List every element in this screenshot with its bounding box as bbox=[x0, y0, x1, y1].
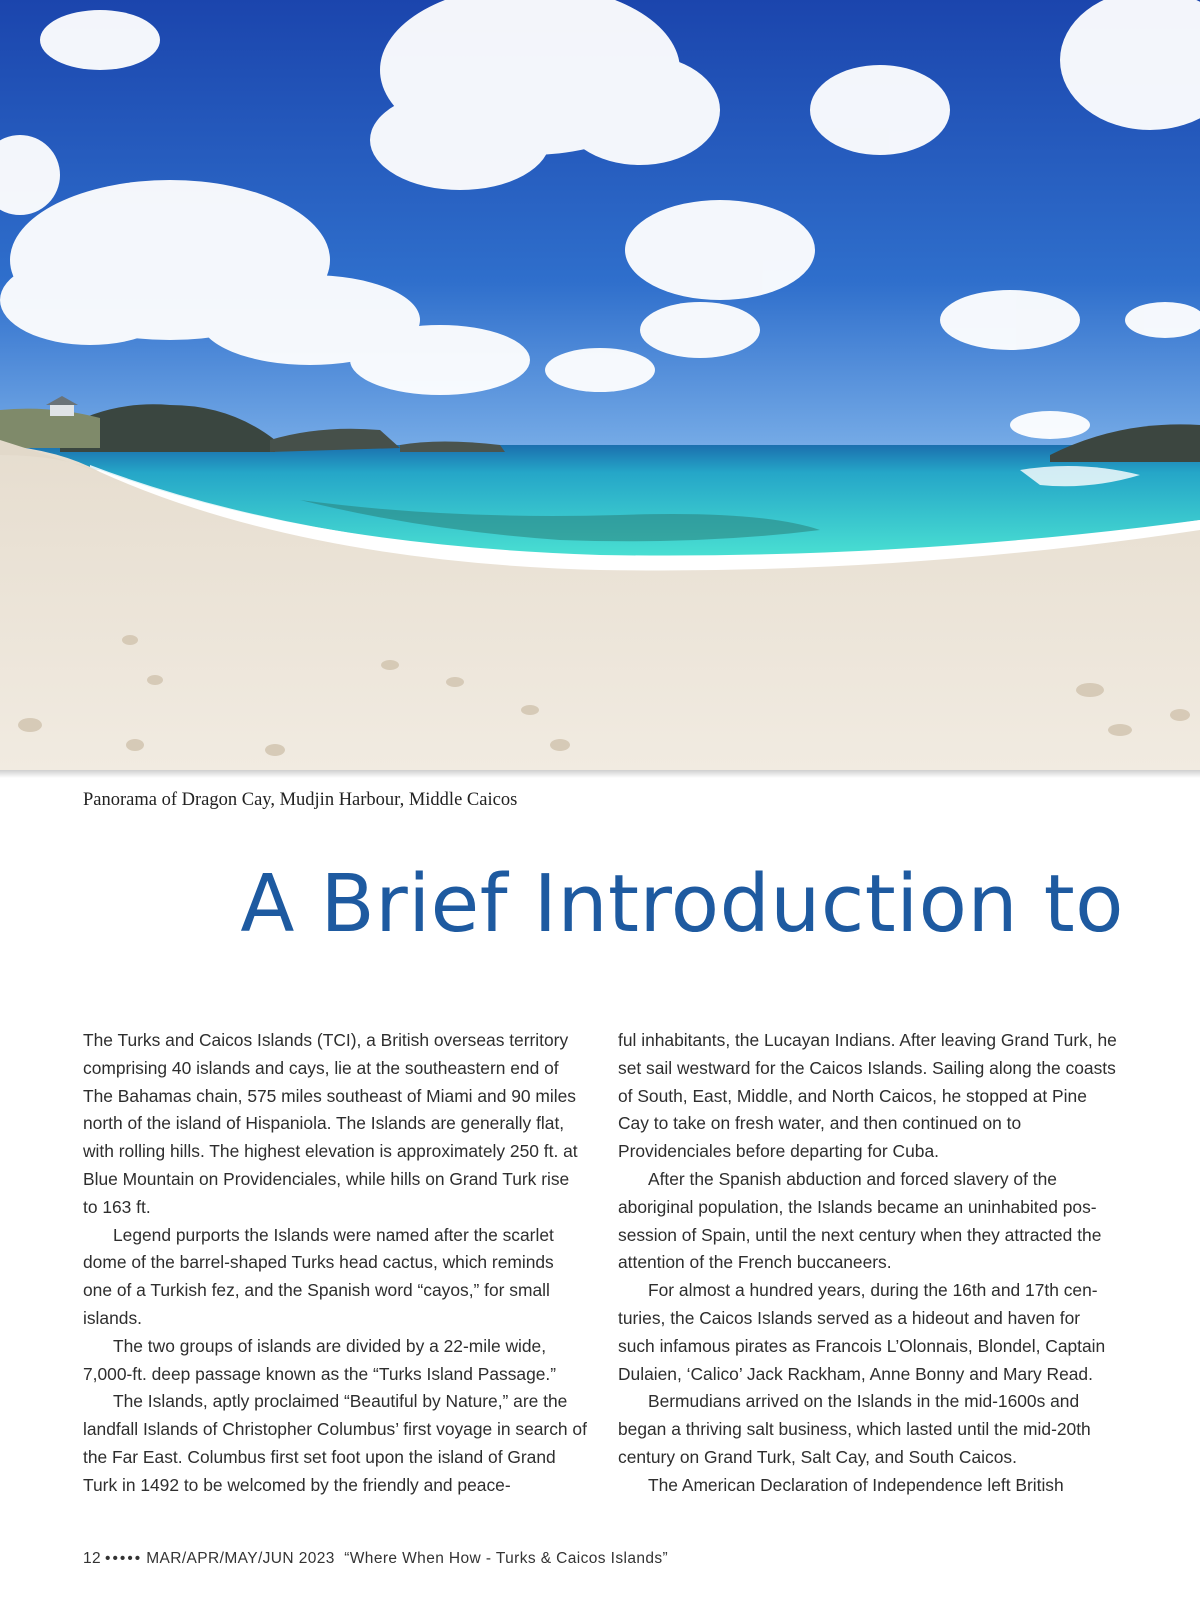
paragraph: The American Declaration of Independence left British bbox=[648, 1474, 1064, 1495]
photo-shadow bbox=[0, 770, 1200, 778]
paragraph: Bermudians arrived on the Islands in the mid-1600s and began a thriving salt business, which lasted until the mid-20th century on Grand Turk, Salt Cay, and South Caicos. bbox=[618, 1391, 1091, 1467]
separator-dots: ••••• bbox=[105, 1550, 143, 1567]
page-footer bbox=[83, 1550, 668, 1568]
paragraph: After the Spanish abduction and forced slavery of the aboriginal population, the Islands became an uninhabited possession of Spain, until the next century when they attracted the attention of the French buccaneers. bbox=[618, 1168, 1102, 1273]
issue-date: MAR/APR/MAY/JUN 2023 bbox=[146, 1550, 335, 1567]
headline: A Brief Introduction to bbox=[240, 858, 1124, 950]
paragraph: For almost a hundred years, during the 16th and 17th centuries, the Caicos Islands served as a hideout and haven for such infamous pirates as Francois L’Olonnais, Blondel, Captain Dulaien, ‘Calico’ Jack Rackham, Anne Bonny and Mary Read. bbox=[618, 1280, 1106, 1384]
beach-panorama-image bbox=[0, 0, 1200, 770]
paragraph: The Islands, aptly proclaimed “Beautiful by Nature,” are the landfall Islands of Christopher Columbus’ first voyage in search of the Far East. Columbus first set foot upon the island of Grand Turk in 1492 to be welcomed by the friendly and peace- bbox=[83, 1391, 587, 1495]
page-number: 12 bbox=[83, 1550, 102, 1567]
article-column-left bbox=[83, 1027, 587, 1500]
photo-caption: Panorama of Dragon Cay, Mudjin Harbour, Middle Caicos bbox=[83, 790, 518, 810]
paragraph: Legend purports the Islands were named after the scarlet dome of the barrel-shaped Turks head cactus, which reminds one of a Turkish fez, and the Spanish word “cayos,” for small islands. bbox=[83, 1224, 554, 1328]
paragraph: The Turks and Caicos Islands (TCI), a British overseas territory comprising 40 islands and cays, lie at the southeastern end of The Bahamas chain, 575 miles southeast of Miami and 90 miles north of the island of Hispaniola. The Islands are generally flat, with rolling hills. The highest elevation is approximately 250 ft. at Blue Mountain on Providenciales, while hills on Grand Turk rise to 163 ft. bbox=[83, 1030, 578, 1217]
publication-name: “Where When How - Turks & Caicos Islands” bbox=[344, 1550, 669, 1567]
hero-photo bbox=[0, 0, 1200, 770]
paragraph: The two groups of islands are divided by a 22-mile wide, 7,000-ft. deep passage known as the “Turks Island Passage.” bbox=[83, 1335, 557, 1384]
article-column-right bbox=[618, 1027, 1118, 1500]
paragraph: ful inhabitants, the Lucayan Indians. After leaving Grand Turk, he set sail westward for the Caicos Islands. Sailing along the coasts of South, East, Middle, and North Caicos, he stopped at Pine Cay to take on fresh water, and then continued on to Providenciales before departing for Cuba. bbox=[618, 1030, 1117, 1162]
